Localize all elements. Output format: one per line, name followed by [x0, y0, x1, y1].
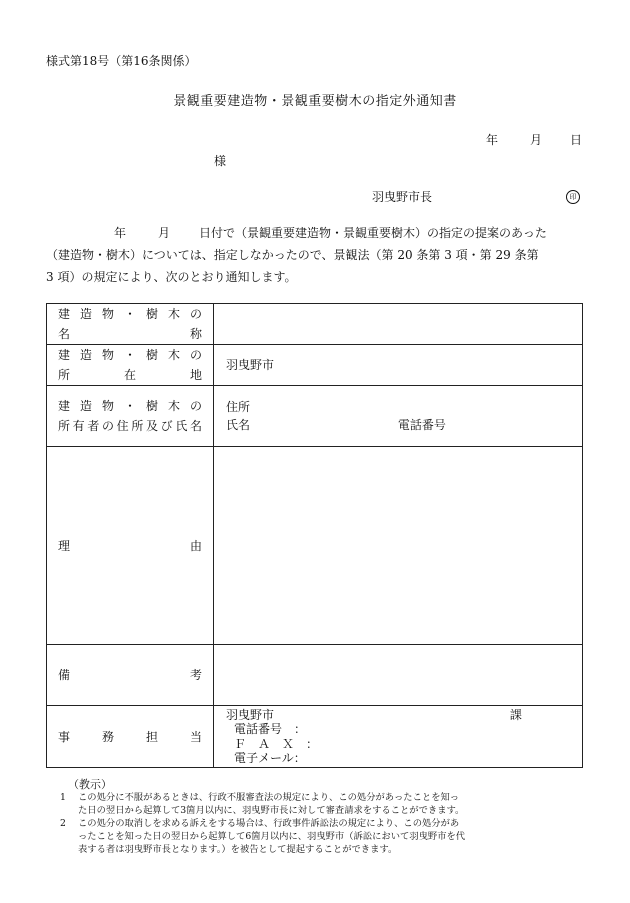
staff-label-char-4: 当 [189, 729, 202, 744]
staff-label [47, 727, 213, 747]
notice-item-2-line-2: ったことを知った日の翌日から起算して6箇月以内に、羽曳野市（訴訟において羽曳野市を代 [78, 831, 466, 842]
page-title: 景観重要建造物・景観重要樹木の指定外通知書 [173, 94, 457, 109]
notice-item-1-line-1: この処分に不服があるときは、行政不服審査法の規定により、この処分があったことを知っ [78, 792, 460, 803]
staff-section-suffix: 課 [509, 707, 522, 722]
staff-label-char-1: 事 [58, 729, 71, 744]
notice-item-2-line-1: この処分の取消しを求める訴えをする場合は、行政事件訴訟法の規定により、この処分があ [78, 818, 460, 829]
row-owner [47, 386, 583, 447]
remarks-label-cell [47, 645, 214, 706]
location-label-line-1: 建造物・樹木の [58, 348, 202, 362]
remarks-label [47, 665, 213, 685]
addressee-suffix: 様 [214, 154, 227, 168]
owner-label-line-2: 所有者の住所及び氏名 [58, 419, 202, 433]
row-remarks [47, 645, 583, 706]
row-location [47, 345, 583, 386]
form-number: 様式第18号（第16条関係） [46, 54, 197, 68]
notice-heading: （教示） [68, 778, 112, 791]
notice-item-1-number: 1 [60, 792, 66, 803]
location-value-cell[interactable] [214, 345, 583, 386]
staff-phone-label: 電話番号 ： [234, 722, 307, 736]
owner-address-label: 住所 [226, 400, 251, 414]
date-year-label: 年 [486, 133, 499, 147]
location-value: 羽曳野市 [226, 358, 275, 372]
staff-fax-label: Ｆ Ａ Ｘ ： [234, 736, 319, 751]
staff-label-cell [47, 706, 214, 768]
body-line-1: 日付で（景観重要建造物・景観重要樹木）の指定の提案のあった [199, 226, 547, 240]
staff-email-label: 電子メール： [234, 751, 306, 765]
body-line-3: 3 項）の規定により、次のとおり通知します。 [46, 270, 297, 284]
remarks-label-char-2: 考 [189, 668, 202, 682]
reason-label-cell [47, 447, 214, 645]
reason-value-cell[interactable] [214, 447, 583, 645]
date-month-label: 月 [530, 133, 543, 147]
staff-value-cell[interactable] [214, 706, 583, 768]
name-label-line-2 [47, 324, 213, 344]
date-day-label: 日 [570, 133, 583, 147]
body-line-2: （建造物・樹木）については、指定しなかったので、景観法（第 20 条第 3 項・第 29 条第 [46, 248, 539, 262]
row-reason [47, 447, 583, 645]
notice-form-table [46, 303, 583, 768]
remarks-value-cell[interactable] [214, 645, 583, 706]
notice-item-1-line-2: た日の翌日から起算して3箇月以内に、羽曳野市長に対して審査請求をすることができます。 [78, 805, 465, 816]
name-label-char-1: 名 [58, 327, 71, 341]
location-label-line-2 [47, 365, 213, 385]
name-label-cell [47, 304, 214, 345]
location-label-char-1: 所 [58, 368, 71, 382]
remarks-label-char-1: 備 [58, 668, 71, 682]
reason-label [47, 536, 213, 556]
row-staff [47, 706, 583, 768]
location-label-char-2: 在 [123, 368, 136, 382]
owner-value-cell[interactable] [214, 386, 583, 447]
name-label-line-1: 建造物・樹木の [58, 307, 202, 321]
row-name [47, 304, 583, 345]
location-label-char-3: 地 [189, 368, 202, 382]
owner-name-row [214, 416, 582, 434]
name-label-char-2: 称 [189, 327, 202, 341]
staff-city: 羽曳野市 [226, 707, 275, 722]
owner-name-label: 氏名 [226, 418, 251, 432]
body-month-label: 月 [158, 226, 171, 240]
location-label-cell [47, 345, 214, 386]
reason-label-char-2: 由 [189, 538, 202, 553]
issuer-name: 羽曳野市長 [372, 190, 433, 204]
reason-label-char-1: 理 [58, 538, 71, 553]
staff-label-char-2: 務 [101, 729, 114, 744]
notice-item-2-number: 2 [60, 818, 66, 829]
staff-label-char-3: 担 [145, 729, 158, 744]
body-year-label: 年 [114, 226, 127, 240]
owner-label-cell [47, 386, 214, 447]
seal-mark: 印 [566, 190, 580, 204]
name-value-cell[interactable] [214, 304, 583, 345]
owner-phone-label: 電話番号 [397, 418, 446, 432]
owner-label-line-1: 建造物・樹木の [58, 399, 202, 413]
notice-item-2-line-3: 表する者は羽曳野市長となります。）を被告として提起することができます。 [78, 844, 398, 855]
staff-city-row [214, 708, 582, 723]
